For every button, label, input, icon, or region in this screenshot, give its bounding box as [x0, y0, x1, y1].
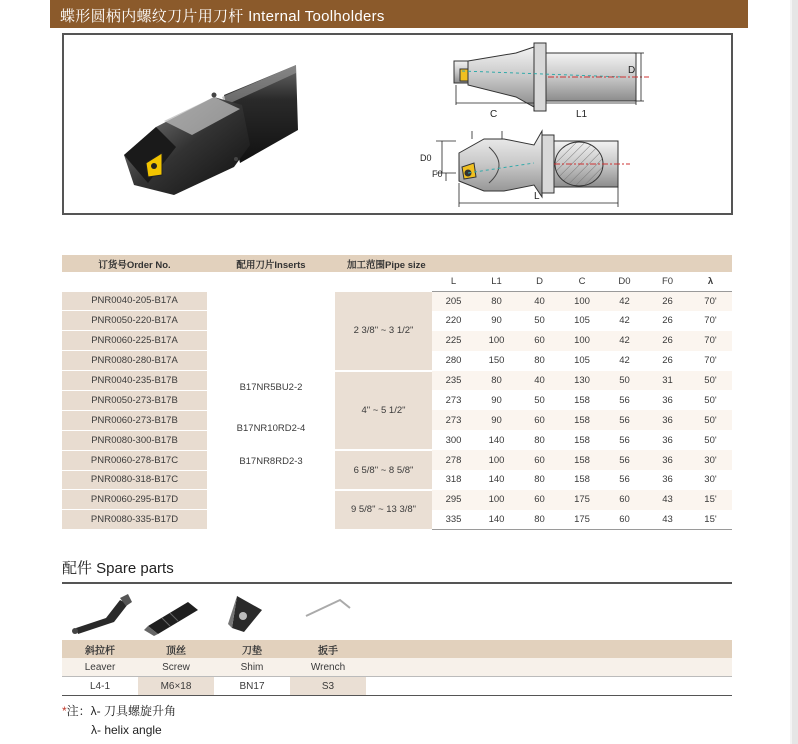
page-edge [792, 0, 798, 744]
cell-value: 158 [561, 410, 603, 430]
cell-value: 42 [603, 292, 646, 311]
spare-cn-cell: 斜拉杆 [62, 640, 138, 658]
cell-value: 60 [603, 510, 646, 530]
cell-value: 60 [603, 490, 646, 510]
cell-value: 50' [689, 410, 732, 430]
cell-value: 80 [475, 371, 518, 391]
cell-value: 100 [475, 450, 518, 470]
order-no: PNR0060-295-B17D [62, 490, 207, 510]
spare-en-cell: Screw [138, 658, 214, 677]
cell-value: 105 [574, 315, 590, 327]
order-no: PNR0060-278-B17C [62, 450, 207, 470]
tool-drawing-top [454, 43, 649, 111]
cell-value: 220 [445, 315, 462, 327]
spare-cn-row [62, 640, 732, 658]
cell-value: 43 [646, 490, 689, 510]
spare-value-row [62, 677, 732, 696]
cell-value: 100 [475, 490, 518, 510]
cell-value: 36 [646, 410, 689, 430]
section-header [50, 0, 748, 28]
order-no: PNR0080-318-B17C [62, 470, 207, 490]
cell-value: 335 [432, 510, 475, 530]
cell-value: 175 [561, 490, 603, 510]
table-header-row [62, 255, 732, 272]
header-filler [432, 255, 732, 272]
cell-value: 140 [475, 510, 518, 530]
spare-val-cell: L4-1 [62, 677, 138, 696]
insert-name: B17NR5BU2-2 [239, 382, 303, 394]
spare-parts-images [62, 588, 362, 638]
cell-value: 90 [491, 394, 502, 406]
cell-value: 60 [518, 410, 561, 430]
spare-en-cell: Leaver [62, 658, 138, 677]
cell-value: 205 [432, 292, 475, 311]
screw-icon [144, 602, 198, 636]
cell-value: 80 [518, 510, 561, 530]
cell-value: 100 [561, 292, 603, 311]
spare-cn-cell: 扳手 [290, 640, 366, 658]
spare-cn-cell: 顶丝 [138, 640, 214, 658]
cell-value: 36 [662, 474, 673, 486]
cell-value: 36 [662, 394, 673, 406]
column-header: L [432, 272, 475, 292]
spare-en-cell: Shim [214, 658, 290, 677]
footnote [62, 702, 176, 719]
cell-value: 150 [488, 355, 505, 367]
order-no: PNR0080-300-B17B [62, 430, 207, 450]
cell-value: 31 [646, 371, 689, 391]
cell-value: 60 [518, 490, 561, 510]
cell-value: 300 [445, 434, 462, 446]
pipe-size: 6 5/8" ~ 8 5/8" [335, 450, 432, 490]
column-header: F0 [646, 272, 689, 292]
order-no: PNR0040-235-B17B [62, 371, 207, 391]
cell-value: 70' [704, 315, 717, 327]
pipe-size: 2 3/8" ~ 3 1/2" [335, 292, 432, 371]
cell-value: 80 [475, 292, 518, 311]
shim-icon [228, 596, 262, 632]
cell-value: 26 [646, 292, 689, 311]
spare-parts-table [62, 640, 732, 696]
cell-value: 80 [534, 434, 545, 446]
spare-filler [366, 677, 732, 696]
cell-value: 26 [662, 315, 673, 327]
footnote-line2: λ- helix angle [91, 723, 162, 737]
cell-value: 225 [432, 331, 475, 351]
spare-val-cell: S3 [290, 677, 366, 696]
header-order-no: 订货号Order No. [62, 255, 207, 272]
cell-value: 273 [445, 394, 462, 406]
cell-value: 278 [432, 450, 475, 470]
dim-f0-label: F0 [432, 169, 443, 179]
dim-d0-label: D0 [420, 153, 432, 163]
cell-value: 50' [704, 394, 717, 406]
cell-value: 30' [689, 450, 732, 470]
divider [62, 582, 732, 584]
column-header-blank [62, 272, 432, 292]
cell-value: 60 [518, 331, 561, 351]
column-header: D0 [603, 272, 646, 292]
lever-icon [72, 594, 132, 634]
column-header: L1 [475, 272, 518, 292]
insert-name: B17NR10RD2-4 [236, 423, 306, 435]
cell-value: 56 [603, 410, 646, 430]
cell-value: 80 [534, 474, 545, 486]
order-no: PNR0060-225-B17A [62, 331, 207, 351]
table-row [62, 450, 732, 470]
cell-value: 15' [689, 490, 732, 510]
order-no: PNR0040-205-B17A [62, 292, 207, 311]
header-inserts: 配用刀片Inserts [207, 255, 335, 272]
spare-filler [366, 658, 732, 677]
order-no: PNR0050-273-B17B [62, 390, 207, 410]
cell-value: 70' [689, 292, 732, 311]
spare-val-cell: BN17 [214, 677, 290, 696]
cell-value: 175 [561, 510, 603, 530]
page-edge-shadow [790, 0, 792, 744]
spare-parts-title: 配件 Spare parts [62, 560, 174, 577]
column-header: D [518, 272, 561, 292]
dim-l-label: L [534, 191, 540, 202]
cell-value: 158 [574, 474, 590, 486]
cell-value: 295 [432, 490, 475, 510]
inserts-cell [207, 450, 335, 530]
cell-value: 15' [689, 510, 732, 530]
wrench-icon [306, 600, 350, 616]
product-illustration [64, 35, 731, 213]
spare-cn-cell: 刀垫 [214, 640, 290, 658]
cell-value: 42 [603, 331, 646, 351]
tool-3d-image [124, 65, 298, 195]
cell-value: 130 [561, 371, 603, 391]
tool-drawing-bottom [459, 131, 630, 197]
cell-value: 42 [619, 315, 630, 327]
dim-l1-label: L1 [576, 109, 588, 120]
spare-en-cell: Wrench [290, 658, 366, 677]
pipe-size: 9 5/8" ~ 13 3/8" [335, 490, 432, 530]
cell-value: 158 [574, 394, 590, 406]
cell-value: 50 [534, 315, 545, 327]
cell-value: 100 [475, 331, 518, 351]
order-no: PNR0060-273-B17B [62, 410, 207, 430]
column-header: λ [689, 272, 732, 292]
cell-value: 56 [603, 450, 646, 470]
table-row [62, 490, 732, 510]
column-header-row [62, 272, 732, 292]
inserts-cell [207, 292, 335, 451]
cell-value: 50 [603, 371, 646, 391]
cell-value: 26 [662, 355, 673, 367]
cell-value: 40 [518, 371, 561, 391]
order-no: PNR0080-335-B17D [62, 510, 207, 530]
cell-value: 70' [704, 355, 717, 367]
footnote-star: * [62, 704, 67, 718]
spare-val-cell: M6×18 [138, 677, 214, 696]
cell-value: 50 [534, 394, 545, 406]
product-drawing-panel [62, 33, 733, 215]
section-title: 蝶形圆柄内螺纹刀片用刀杆 Internal Toolholders [60, 8, 385, 25]
cell-value: 40 [518, 292, 561, 311]
cell-value: 100 [561, 331, 603, 351]
cell-value: 140 [488, 434, 505, 446]
cell-value: 158 [561, 450, 603, 470]
dim-d-label: D [628, 65, 636, 76]
cell-value: 318 [445, 474, 462, 486]
cell-value: 36 [646, 450, 689, 470]
dim-c-label: C [490, 109, 498, 120]
cell-value: 90 [491, 315, 502, 327]
cell-value: 158 [574, 434, 590, 446]
column-header: C [561, 272, 603, 292]
cell-value: 56 [619, 474, 630, 486]
order-no: PNR0080-280-B17A [62, 351, 207, 371]
pipe-size: 4" ~ 5 1/2" [335, 371, 432, 451]
cell-value: 50' [689, 371, 732, 391]
cell-value: 90 [475, 410, 518, 430]
cell-value: 50' [704, 434, 717, 446]
cell-value: 140 [488, 474, 505, 486]
cell-value: 80 [534, 355, 545, 367]
table-row [62, 371, 732, 391]
spare-en-row [62, 658, 732, 677]
cell-value: 280 [445, 355, 462, 367]
order-no: PNR0050-220-B17A [62, 311, 207, 331]
cell-value: 36 [662, 434, 673, 446]
cell-value: 105 [574, 355, 590, 367]
cell-value: 235 [432, 371, 475, 391]
cell-value: 70' [689, 331, 732, 351]
table-row [62, 292, 732, 311]
cell-value: 43 [646, 510, 689, 530]
insert-name: B17NR8RD2-3 [239, 456, 303, 468]
cell-value: 60 [518, 450, 561, 470]
spare-filler [366, 640, 732, 658]
header-pipe-size: 加工范围Pipe size [335, 255, 432, 272]
cell-value: 56 [619, 394, 630, 406]
specs-table [62, 255, 732, 531]
cell-value: 30' [704, 474, 717, 486]
cell-value: 26 [646, 331, 689, 351]
cell-value: 273 [432, 410, 475, 430]
cell-value: 56 [619, 434, 630, 446]
footnote-line1: 注：λ- 刀具螺旋升角 [66, 704, 177, 718]
cell-value: 42 [619, 355, 630, 367]
